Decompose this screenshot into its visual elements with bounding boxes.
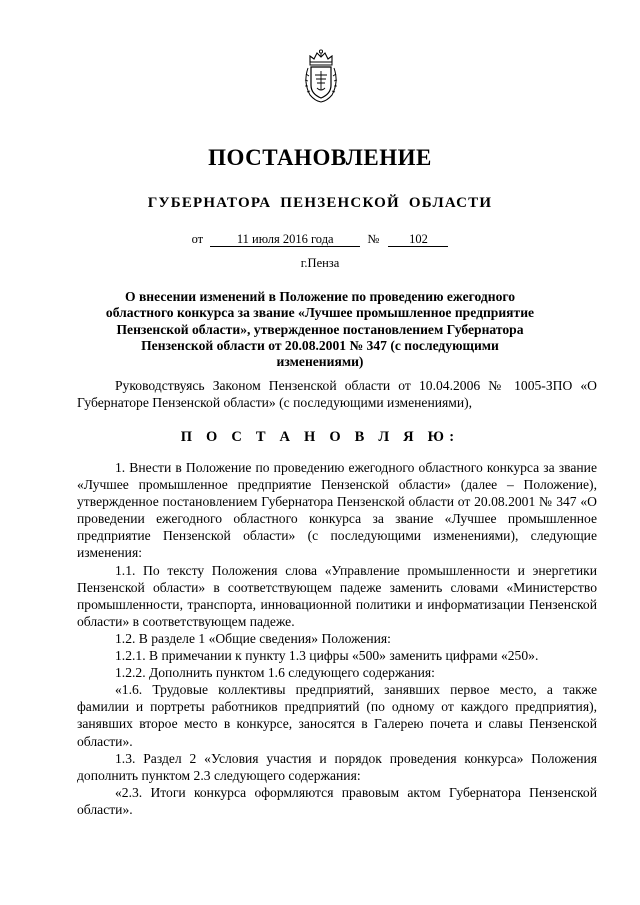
paragraph-1-2: 1.2. В разделе 1 «Общие сведения» Положения: [115,630,391,646]
document-issuer: ГУБЕРНАТОРА ПЕНЗЕНСКОЙ ОБЛАСТИ [147,195,493,211]
document-number: 102 [388,232,448,247]
paragraph-1: 1. Внести в Положение по проведению ежегодного областного конкурса за звание «Лучшее промышленное предприятие Пензенской области» (далее – Положение), утвержденное постановлением Губернатора Пензенской области от 20.08.2001 № 347 «О проведении ежегодного областного конкурса за звание «Лучшее промышленное предприятие Пензенской области» (с последующими изменениями), следующие изменения: [77,460,597,561]
document-title: ПОСТАНОВЛЕНИЕ [208,145,432,170]
document-heading: О внесении изменений в Положение по проведению ежегодного областного конкурса за звание «Лучшее промышленное предприятие Пензенской области», утвержденное постановлением Губернатора Пензенской области от 20.08.2001 № 347 (с последующими изменениями) [105,289,535,370]
paragraph-1-1: 1.1. По тексту Положения слова «Управление промышленности и энергетики Пензенской области» в соответствующем падеже заменить словами «Министерство промышленности, транспорта, инновационной политики и информатизации Пензенской области» в соответствующем падеже. [77,562,597,629]
paragraph-1-2-2: 1.2.2. Дополнить пунктом 1.6 следующего содержания: [115,665,435,681]
document-date: 11 июля 2016 года [210,232,360,247]
paragraph-1-3: 1.3. Раздел 2 «Условия участия и порядок проведения конкурса» Положения дополнить пунктом 2.3 следующего содержания: [77,750,597,783]
intro-paragraph: Руководствуясь Законом Пензенской области от 10.04.2006 № 1005-ЗПО «О Губернаторе Пензенской области» (с последующими изменениями), [77,378,597,410]
date-prefix: от [191,232,204,246]
date-number-line [0,232,640,247]
decree-word: П О С Т А Н О В Л Я Ю: [180,429,460,445]
number-prefix: № [367,232,380,246]
coat-of-arms-icon [301,48,341,104]
document-body [77,459,597,818]
document-city: г.Пенза [300,256,340,270]
paragraph-1-2-1: 1.2.1. В примечании к пункту 1.3 цифры «500» заменить цифрами «250». [115,648,539,664]
paragraph-2-3-quote: «2.3. Итоги конкурса оформляются правовым актом Губернатора Пензенской области». [77,784,597,817]
paragraph-1-6-quote: «1.6. Трудовые коллективы предприятий, занявших первое место, а также фамилии и портреты работников предприятий (по одному от каждого предприятия), занявших второе место в конкурсе, заносятся в Галерею почета и славы Пензенской области». [77,682,597,749]
